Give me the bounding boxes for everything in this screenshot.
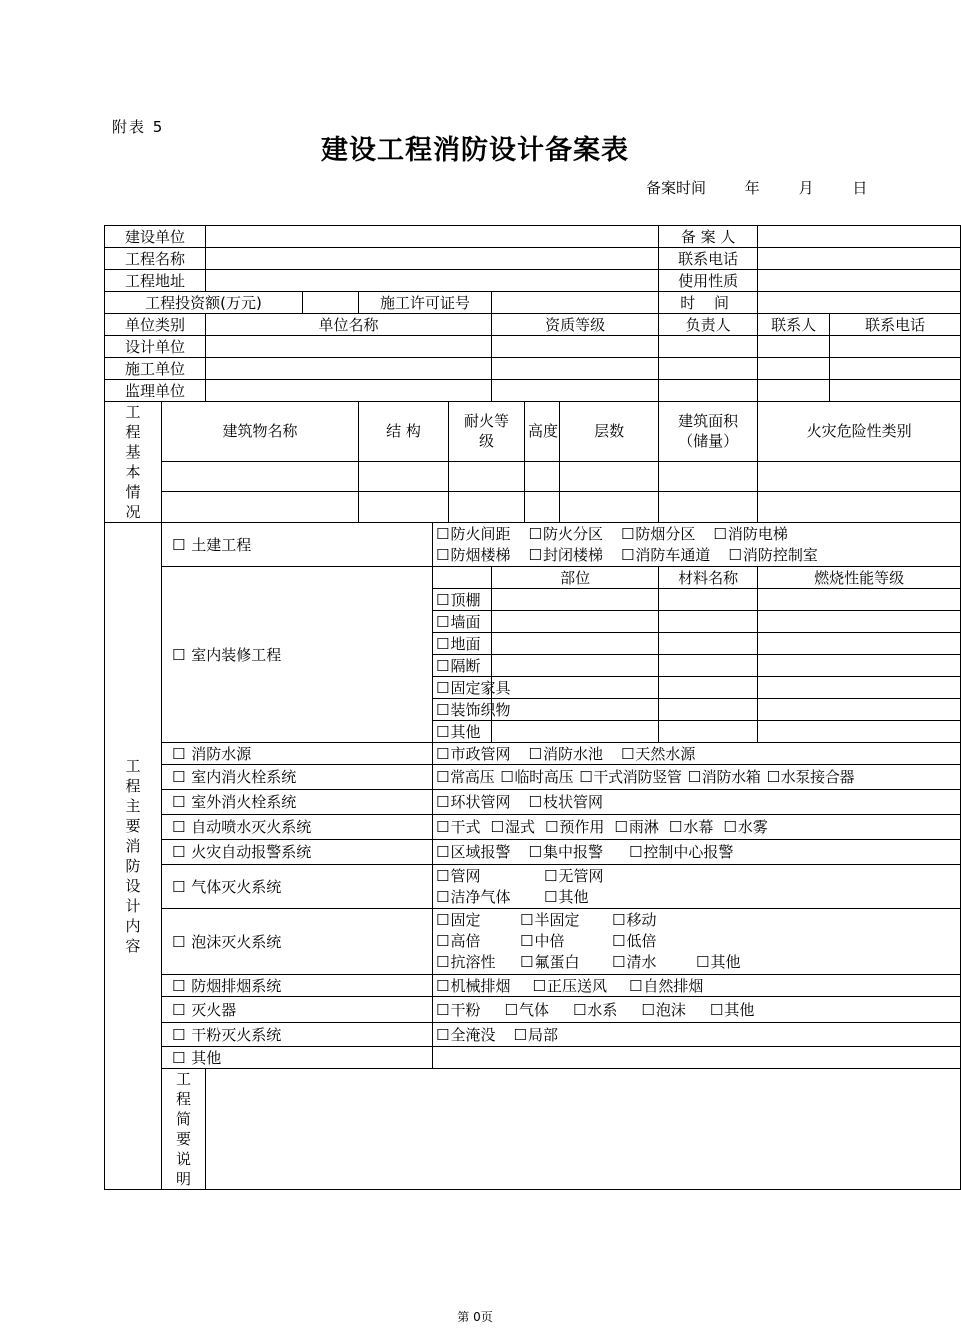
label-construction-contractor: 施工单位 [105, 358, 206, 380]
field-ceiling-material[interactable] [659, 589, 758, 611]
options-fire-alarm-system [433, 840, 961, 865]
label-sprinkler-system: 自动喷水灭火系统 [191, 818, 312, 836]
item-fire-alarm-system[interactable] [162, 840, 433, 865]
field-other-system[interactable] [433, 1047, 961, 1069]
label-water-source: 消防水源 [191, 744, 252, 763]
option-water-based[interactable]: ☐ 水系 [573, 1001, 617, 1019]
option-fire-water-tank[interactable]: ☐ 消防水箱 [688, 768, 761, 786]
label-contact-phone: 联系电话 [659, 248, 758, 270]
field-partition-material[interactable] [659, 655, 758, 677]
label-project-name: 工程名称 [105, 248, 206, 270]
month-label: 月 [798, 179, 814, 197]
field-wall-material[interactable] [659, 611, 758, 633]
label-gas-extinguishing: 气体灭火系统 [191, 877, 282, 896]
option-fire-separation[interactable]: ☐ 防火间距 [436, 525, 510, 543]
field-height[interactable] [525, 461, 560, 492]
option-fire-pool[interactable]: ☐ 消防水池 [528, 745, 602, 763]
label-design-unit: 设计单位 [105, 336, 206, 358]
field-other-material[interactable] [659, 721, 758, 743]
option-partition[interactable]: ☐ 隔断 [433, 655, 492, 677]
option-high-expansion[interactable]: ☐ 高倍 [436, 931, 520, 952]
field-floors-2[interactable] [560, 492, 659, 523]
label-filer: 备 案 人 [659, 226, 758, 248]
option-mechanical-exhaust[interactable]: ☐ 机械排烟 [436, 977, 510, 995]
options-extinguisher [433, 997, 961, 1023]
label-dry-powder-system: 干粉灭火系统 [191, 1025, 282, 1044]
option-fluoroprotein[interactable]: ☐ 氟蛋白 [520, 952, 612, 973]
field-structure[interactable] [359, 461, 449, 492]
field-fabric-grade[interactable] [758, 699, 961, 721]
option-floor[interactable]: ☐ 地面 [433, 633, 492, 655]
item-interior-decoration[interactable] [162, 567, 433, 743]
option-dry-type[interactable]: ☐ 干式 [436, 818, 480, 836]
field-design-unit-name[interactable] [206, 336, 492, 358]
field-wall-grade[interactable] [758, 611, 961, 633]
field-fire-rating[interactable] [449, 461, 525, 492]
option-low-expansion[interactable]: ☐ 低倍 [612, 932, 656, 950]
field-fire-rating-2[interactable] [449, 492, 525, 523]
field-design-unit-qualification[interactable] [492, 336, 659, 358]
checkbox-dry-powder-system[interactable] [172, 1026, 186, 1044]
options-sprinkler-system [433, 815, 961, 840]
option-ceiling[interactable]: ☐ 顶棚 [433, 589, 492, 611]
day-label: 日 [852, 179, 868, 197]
year-label: 年 [744, 179, 760, 197]
field-furniture-grade[interactable] [758, 677, 961, 699]
checkbox-gas-extinguishing[interactable] [172, 878, 186, 896]
option-zone-alarm[interactable]: ☐ 区域报警 [436, 843, 510, 861]
checkbox-extinguisher[interactable] [172, 1001, 186, 1019]
item-sprinkler-system[interactable] [162, 815, 433, 840]
option-control-center-alarm[interactable]: ☐ 控制中心报警 [629, 843, 733, 861]
checkbox-indoor-hydrant[interactable] [172, 768, 186, 786]
header-material-name: 材料名称 [659, 567, 758, 589]
option-water-mist[interactable]: ☐ 水雾 [723, 818, 767, 836]
field-fabric-material[interactable] [659, 699, 758, 721]
option-branch-network[interactable]: ☐ 枝状管网 [528, 793, 602, 811]
field-building-name[interactable] [162, 461, 359, 492]
decor-header-blank [433, 567, 492, 589]
option-wall[interactable]: ☐ 墙面 [433, 611, 492, 633]
field-floors[interactable] [560, 461, 659, 492]
option-clear-water[interactable]: ☐ 清水 [612, 952, 696, 973]
item-extinguisher[interactable] [162, 997, 433, 1023]
field-contractor-contact[interactable] [758, 358, 830, 380]
checkbox-foam-extinguishing[interactable] [172, 933, 186, 951]
label-indoor-hydrant: 室内消火栓系统 [191, 768, 297, 786]
option-positive-pressure[interactable]: ☐ 正压送风 [532, 977, 606, 995]
label-project-address: 工程地址 [105, 270, 206, 292]
label-supervision-unit: 监理单位 [105, 380, 206, 402]
option-water-curtain[interactable]: ☐ 水幕 [669, 818, 713, 836]
label-foam-extinguishing: 泡沫灭火系统 [191, 932, 282, 951]
header-structure: 结 构 [359, 402, 449, 462]
field-investment[interactable] [303, 292, 359, 314]
field-ceiling-grade[interactable] [758, 589, 961, 611]
header-decor-part: 部位 [492, 567, 659, 589]
checkbox-fire-alarm-system[interactable] [172, 843, 186, 861]
option-no-pipe-network[interactable]: ☐ 无管网 [544, 867, 603, 885]
option-fire-lane[interactable]: ☐ 消防车通道 [621, 546, 710, 564]
item-other-system[interactable] [162, 1047, 433, 1069]
option-pipe-network[interactable]: ☐ 管网 [436, 866, 544, 887]
options-civil-engineering [433, 523, 961, 567]
field-building-area[interactable] [659, 461, 758, 492]
option-fixed-furniture[interactable]: ☐ 固定家具 [433, 677, 492, 699]
field-supervision-qualification[interactable] [492, 380, 659, 402]
filing-date-line [646, 177, 901, 198]
field-partition-grade[interactable] [758, 655, 961, 677]
field-building-name-2[interactable] [162, 492, 359, 523]
header-combustion-grade: 燃烧性能等级 [758, 567, 961, 589]
label-other-system: 其他 [191, 1048, 222, 1067]
option-gas-other[interactable]: ☐ 其他 [544, 888, 588, 906]
checkbox-water-source[interactable] [172, 745, 186, 763]
header-unit-category: 单位类别 [105, 314, 206, 336]
field-supervision-manager[interactable] [659, 380, 758, 402]
page-title: 建设工程消防设计备案表 [321, 135, 629, 166]
field-permit-number[interactable] [492, 292, 659, 314]
field-filer[interactable] [758, 226, 961, 248]
options-outdoor-hydrant [433, 790, 961, 815]
option-pump-adapter[interactable]: ☐ 水泵接合器 [767, 768, 855, 786]
field-height-2[interactable] [525, 492, 560, 523]
item-civil-engineering[interactable] [162, 523, 433, 567]
option-foam[interactable]: ☐ 泡沫 [641, 1001, 685, 1019]
label-civil-engineering: 土建工程 [191, 535, 252, 554]
filing-date-label: 备案时间 [646, 179, 707, 197]
option-extinguisher-other[interactable]: ☐ 其他 [710, 1001, 754, 1019]
field-furniture-material[interactable] [659, 677, 758, 699]
field-building-area-2[interactable] [659, 492, 758, 523]
checkbox-other-system[interactable] [172, 1049, 186, 1067]
field-contractor-phone[interactable] [830, 358, 961, 380]
label-fire-alarm-system: 火灾自动报警系统 [191, 843, 312, 861]
field-design-unit-manager[interactable] [659, 336, 758, 358]
option-municipal-network[interactable]: ☐ 市政管网 [436, 745, 510, 763]
header-building-area: 建筑面积（储量） [659, 402, 758, 462]
header-floors: 层数 [560, 402, 659, 462]
label-smoke-control: 防烟排烟系统 [191, 976, 282, 995]
side-label-design-content: 工程主要消防设计内容 [105, 523, 162, 1190]
item-foam-extinguishing[interactable] [162, 909, 433, 975]
option-smoke-proof-stair[interactable]: ☐ 防烟楼梯 [436, 546, 510, 564]
item-outdoor-hydrant[interactable] [162, 790, 433, 815]
checkbox-sprinkler-system[interactable] [172, 818, 186, 836]
field-other-grade[interactable] [758, 721, 961, 743]
field-ceiling-part[interactable] [492, 589, 659, 611]
item-smoke-control[interactable] [162, 975, 433, 997]
field-design-unit-contact[interactable] [758, 336, 830, 358]
label-construction-unit: 建设单位 [105, 226, 206, 248]
option-decorative-fabric[interactable]: ☐ 装饰织物 [433, 699, 492, 721]
header-fire-rating: 耐火等级 [449, 402, 525, 462]
field-fire-risk-category-2[interactable] [758, 492, 961, 523]
option-decor-other[interactable]: ☐ 其他 [433, 721, 492, 743]
options-dry-powder-system [433, 1023, 961, 1047]
label-extinguisher: 灭火器 [191, 1000, 237, 1019]
option-dry-powder[interactable]: ☐ 干粉 [436, 1001, 480, 1019]
option-deluge[interactable]: ☐ 雨淋 [614, 818, 658, 836]
header-building-name: 建筑物名称 [162, 402, 359, 462]
options-water-source [433, 743, 961, 765]
option-total-flooding[interactable]: ☐ 全淹没 [436, 1026, 495, 1044]
header-unit-phone: 联系电话 [830, 314, 961, 336]
field-usage[interactable] [758, 270, 961, 292]
options-smoke-control [433, 975, 961, 997]
item-gas-extinguishing[interactable] [162, 865, 433, 909]
option-semi-fixed[interactable]: ☐ 半固定 [520, 910, 612, 931]
option-temporary-high-pressure[interactable]: ☐ 临时高压 [500, 768, 573, 786]
field-contractor-qualification[interactable] [492, 358, 659, 380]
options-foam-extinguishing [433, 909, 961, 975]
option-ring-network[interactable]: ☐ 环状管网 [436, 793, 510, 811]
field-furniture-part[interactable] [492, 677, 659, 699]
option-natural-exhaust[interactable]: ☐ 自然排烟 [629, 977, 703, 995]
option-dry-standpipe[interactable]: ☐ 干式消防竖管 [579, 768, 681, 786]
field-fabric-part[interactable] [492, 699, 659, 721]
field-contractor-name[interactable] [206, 358, 492, 380]
field-supervision-contact[interactable] [758, 380, 830, 402]
option-clean-agent[interactable]: ☐ 洁净气体 [436, 887, 544, 908]
label-permit-number: 施工许可证号 [359, 292, 492, 314]
header-fire-risk-category: 火灾危险性类别 [758, 402, 961, 462]
side-label-project-summary: 工程简要说明 [162, 1069, 206, 1190]
options-gas-extinguishing [433, 865, 961, 909]
field-structure-2[interactable] [359, 492, 449, 523]
field-project-summary[interactable] [206, 1069, 961, 1190]
item-water-source[interactable] [162, 743, 433, 765]
option-smoke-compartment[interactable]: ☐ 防烟分区 [621, 525, 695, 543]
checkbox-smoke-control[interactable] [172, 977, 186, 995]
option-fire-compartment[interactable]: ☐ 防火分区 [528, 525, 602, 543]
header-unit-name: 单位名称 [206, 314, 492, 336]
options-indoor-hydrant [433, 765, 961, 790]
label-interior-decoration: 室内装修工程 [191, 645, 282, 664]
field-supervision-name[interactable] [206, 380, 492, 402]
field-construction-unit[interactable] [206, 226, 659, 248]
checkbox-interior-decoration[interactable] [172, 646, 186, 664]
header-height: 高度 [525, 402, 560, 462]
checkbox-outdoor-hydrant[interactable] [172, 793, 186, 811]
label-investment: 工程投资额(万元) [105, 292, 303, 314]
checkbox-civil-engineering[interactable] [172, 536, 186, 554]
option-fire-control-room[interactable]: ☐ 消防控制室 [728, 546, 817, 564]
field-supervision-phone[interactable] [830, 380, 961, 402]
side-label-basic-info: 工程基本情况 [105, 402, 162, 523]
header-qualification: 资质等级 [492, 314, 659, 336]
option-local-application[interactable]: ☐ 局部 [513, 1026, 557, 1044]
option-foam-other[interactable]: ☐ 其他 [696, 953, 740, 971]
option-central-alarm[interactable]: ☐ 集中报警 [528, 843, 602, 861]
field-other-part[interactable] [492, 721, 659, 743]
option-mobile[interactable]: ☐ 移动 [612, 911, 656, 929]
item-indoor-hydrant[interactable] [162, 765, 433, 790]
field-project-address[interactable] [206, 270, 659, 292]
option-constant-high-pressure[interactable]: ☐ 常高压 [436, 768, 494, 786]
field-design-unit-phone[interactable] [830, 336, 961, 358]
field-fire-risk-category[interactable] [758, 461, 961, 492]
appendix-label: 附表 5 [112, 118, 165, 136]
option-gas[interactable]: ☐ 气体 [504, 1001, 548, 1019]
field-project-name[interactable] [206, 248, 659, 270]
page-number: 第 0页 [457, 1310, 493, 1324]
item-dry-powder-system[interactable] [162, 1023, 433, 1047]
field-wall-part[interactable] [492, 611, 659, 633]
option-medium-expansion[interactable]: ☐ 中倍 [520, 931, 612, 952]
option-natural-water[interactable]: ☐ 天然水源 [621, 745, 695, 763]
option-fire-elevator[interactable]: ☐ 消防电梯 [713, 525, 787, 543]
option-pre-action[interactable]: ☐ 预作用 [545, 818, 604, 836]
option-alcohol-resistant[interactable]: ☐ 抗溶性 [436, 952, 520, 973]
field-partition-part[interactable] [492, 655, 659, 677]
field-floor-part[interactable] [492, 633, 659, 655]
fire-design-filing-form [104, 225, 961, 1190]
field-contractor-manager[interactable] [659, 358, 758, 380]
field-floor-material[interactable] [659, 633, 758, 655]
label-time: 时 间 [659, 292, 758, 314]
option-fixed[interactable]: ☐ 固定 [436, 910, 520, 931]
header-contact-person: 联系人 [758, 314, 830, 336]
option-wet-type[interactable]: ☐ 湿式 [490, 818, 534, 836]
field-floor-grade[interactable] [758, 633, 961, 655]
label-outdoor-hydrant: 室外消火栓系统 [191, 793, 297, 811]
field-contact-phone[interactable] [758, 248, 961, 270]
header-person-in-charge: 负责人 [659, 314, 758, 336]
label-usage: 使用性质 [659, 270, 758, 292]
option-enclosed-stair[interactable]: ☐ 封闭楼梯 [528, 546, 602, 564]
field-time[interactable] [758, 292, 961, 314]
